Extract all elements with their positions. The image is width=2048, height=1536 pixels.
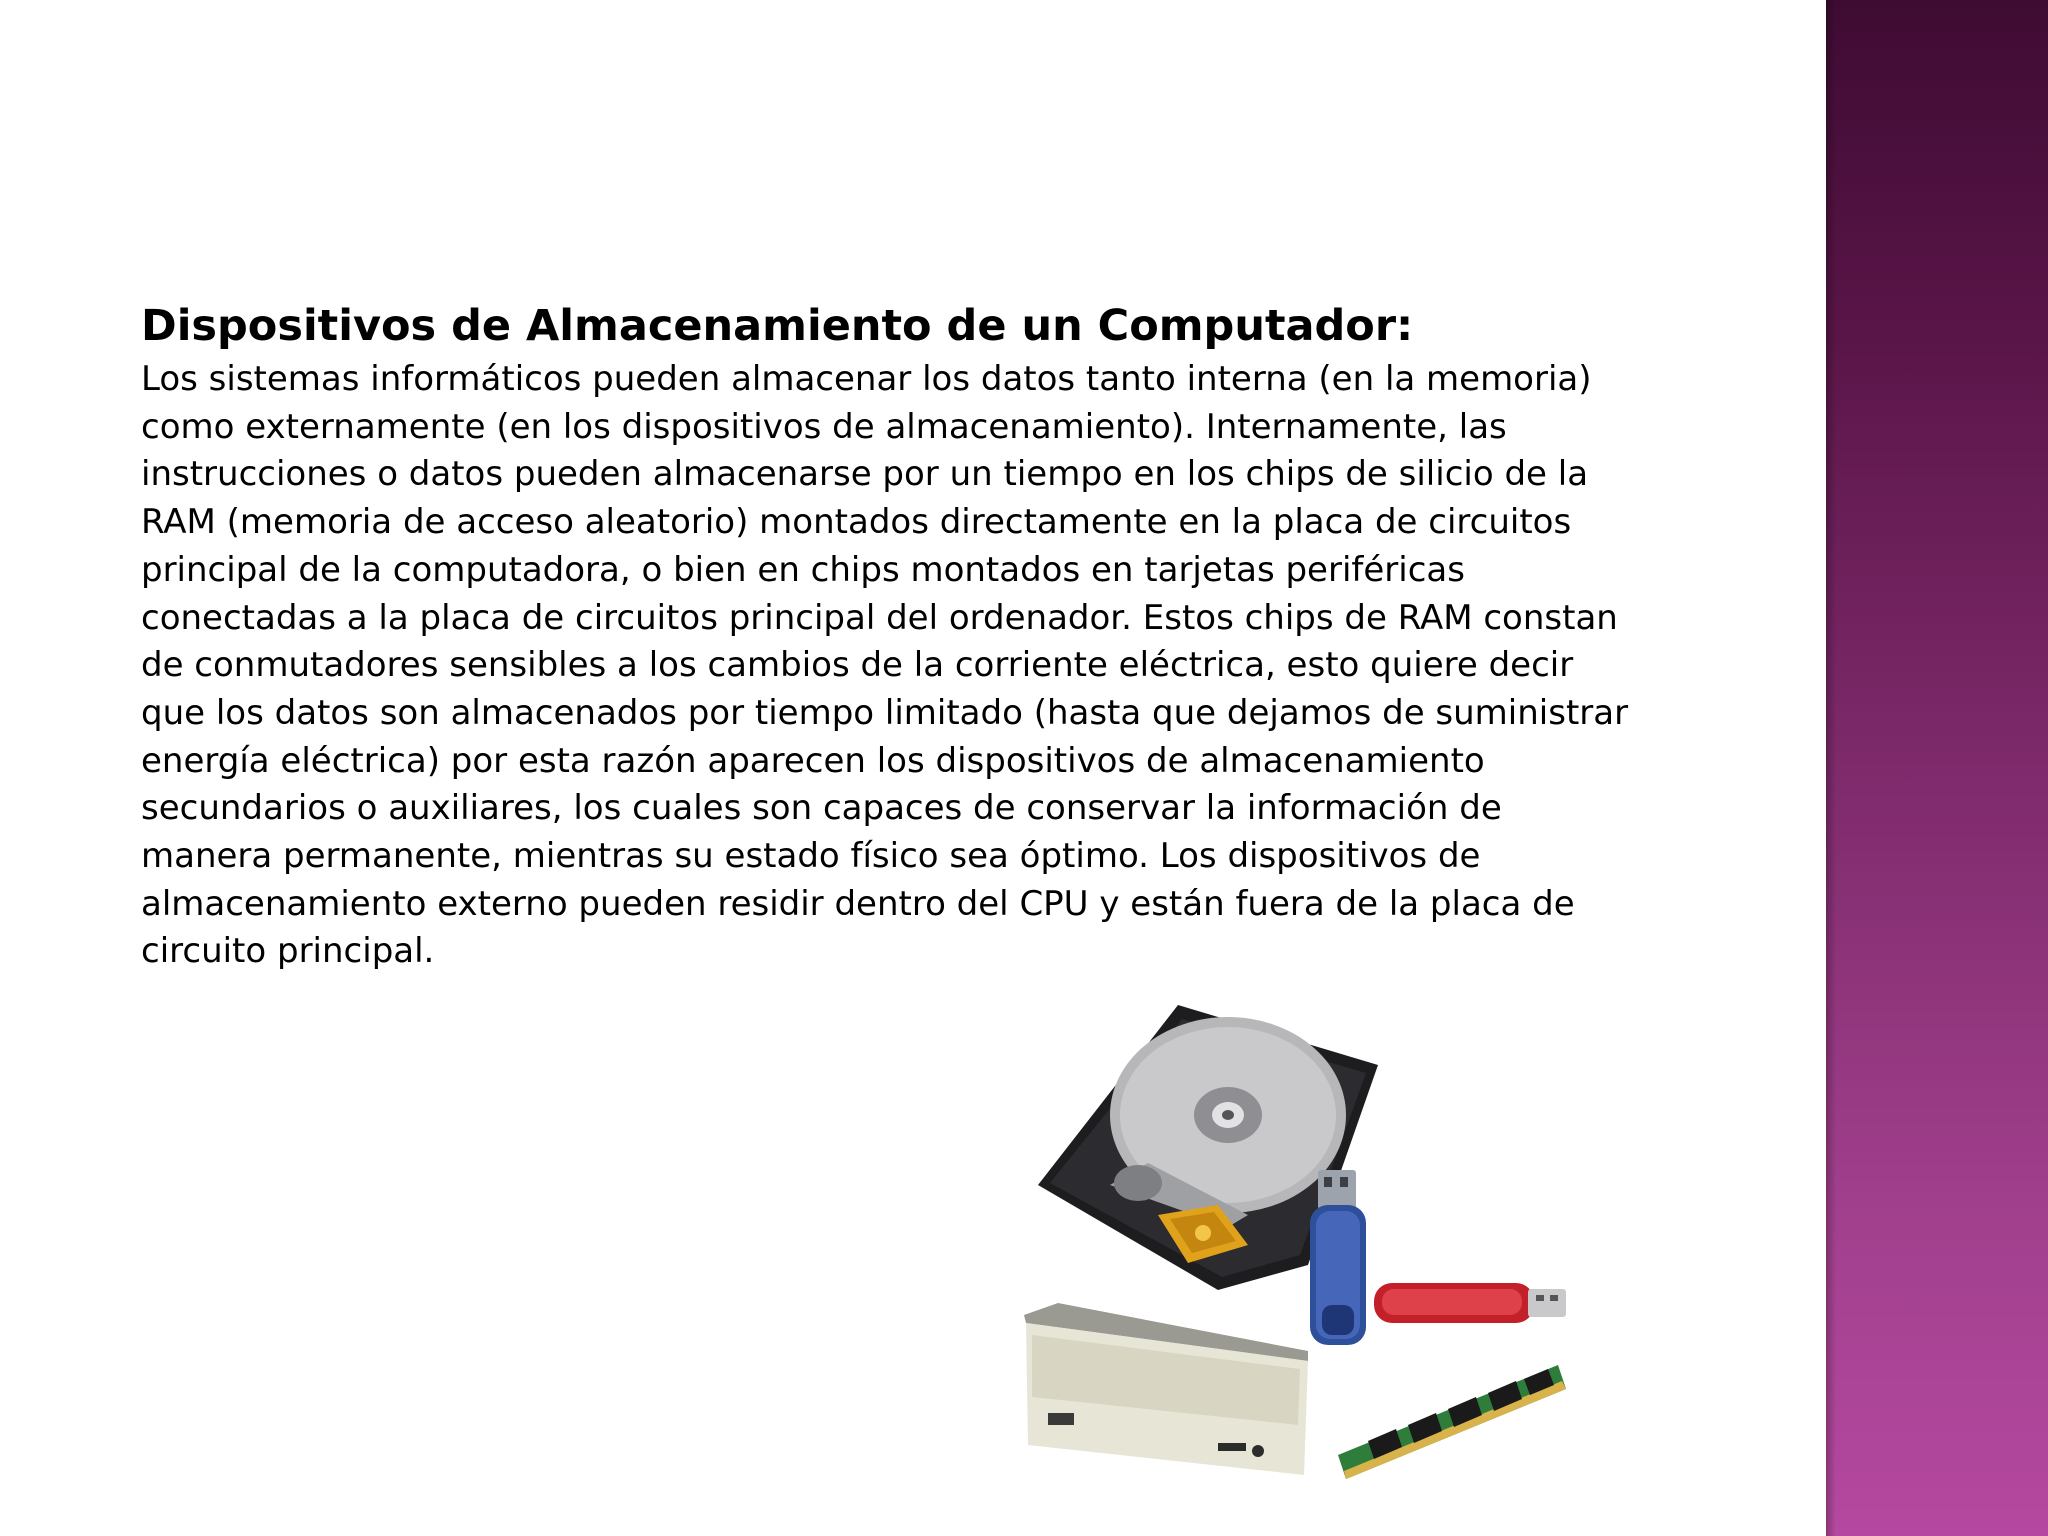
storage-devices-image xyxy=(1018,1005,1598,1505)
slide-title: Dispositivos de Almacenamiento de un Computador: xyxy=(141,301,1414,351)
usb-drive-red-icon xyxy=(1374,1283,1566,1323)
optical-drive-icon xyxy=(1024,1303,1308,1475)
decorative-side-band xyxy=(1826,0,2048,1536)
slide-content xyxy=(141,296,1701,976)
ram-module-icon xyxy=(1338,1365,1566,1479)
side-band-shadow xyxy=(1826,0,1836,1536)
slide-body-text: Los sistemas informáticos pueden almacenar los datos tanto interna (en la memoria) como externamente (en los dispositivos de almacenamiento). Internamente, las instrucciones o datos pueden almacenarse por un tiempo en los chips de silicio de la RAM (memoria de acceso aleatorio) montados directamente en la placa de circuitos principal de la computadora, o bien en chips montados en tarjetas periféricas conectadas a la placa de circuitos principal del ordenador. Estos chips de RAM constan de conmutadores sensibles a los cambios de la corriente eléctrica, esto quiere decir que los datos son almacenados por tiempo limitado (hasta que dejamos de suministrar energía eléctrica) por esta razón aparecen los dispositivos de almacenamiento secundarios o auxiliares, los cuales son capaces de conservar la información de manera permanente, mientras su estado físico sea óptimo. Los dispositivos de almacenamiento externo pueden residir dentro del CPU y están fuera de la placa de circuito principal. xyxy=(141,359,1629,972)
usb-drive-blue-icon xyxy=(1310,1170,1366,1345)
